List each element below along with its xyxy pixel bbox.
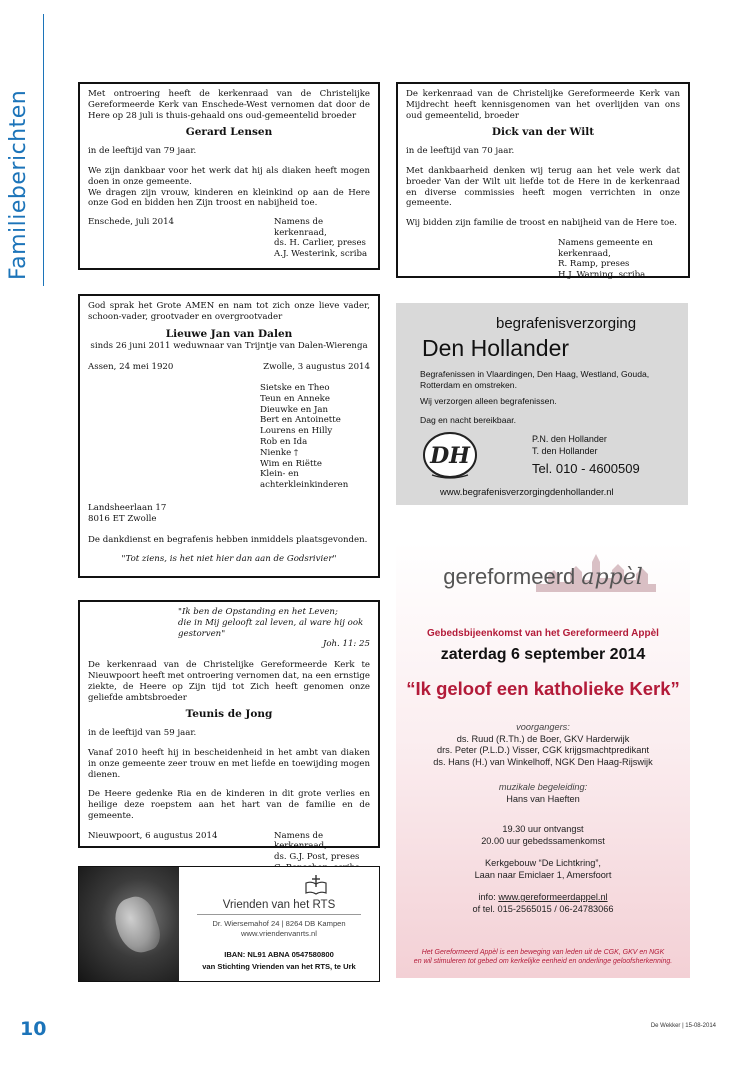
notice-intro: Met ontroering heeft de kerkenraad van de Christelijke Gereformeerde Kerk van Enschede-West vernomen dat door de Here op 28 juli is thuis-gehaald ons oud-gemeentelid broeder <box>88 89 370 121</box>
place-date: Nieuwpoort, 6 augustus 2014 <box>88 830 218 841</box>
death-place-date: Zwolle, 3 augustus 2014 <box>263 362 370 373</box>
family-member: Nienke † <box>260 447 299 458</box>
rts-foundation: van Stichting Vrienden van het RTS, te Urk <box>202 962 356 972</box>
place-date: Enschede, juli 2014 <box>88 217 175 228</box>
den-hollander-logo-icon <box>422 431 478 481</box>
life-dates <box>88 362 370 373</box>
address-line: 8016 ET Zwolle <box>88 513 157 524</box>
notice-age: in de leeftijd van 70 jaar. <box>406 146 515 157</box>
time-line: 20.00 uur gebedssamenkomst <box>481 835 605 846</box>
time-line: 19.30 uur ontvangst <box>502 824 584 834</box>
ad-service-note: Wij verzorgen alleen begrafenissen. <box>420 396 557 406</box>
quote-reference: Joh. 11: 25 <box>322 639 370 650</box>
contact-person: T. den Hollander <box>532 446 598 456</box>
notice-body-2: We dragen zijn vrouw, kinderen en kleinkind op aan de Here onze God en bidden hen Zijn troost en nabijheid toe. <box>88 187 370 209</box>
speaker: drs. Peter (P.L.D.) Visser, CGK krijgsmachtpredikant <box>436 745 650 756</box>
speakers-label: voorgangers: <box>516 722 570 732</box>
speakers-block <box>396 722 690 768</box>
service-note: De dankdienst en begrafenis hebben inmiddels plaatsgevonden. <box>88 534 368 545</box>
ad-tagline: begrafenisverzorging <box>496 315 637 332</box>
family-member: Dieuwke en Jan <box>260 404 329 415</box>
family-member: Bert en Antoinette <box>260 415 341 426</box>
footer-line: Het Gereformeerd Appèl is een beweging van leden uit de CGK, GKV en NGK <box>421 949 665 956</box>
rts-book-logo-icon <box>305 875 327 895</box>
event-date: zaterdag 6 september 2014 <box>440 646 646 663</box>
music-block <box>396 782 690 805</box>
quote-line: "Ik ben de Opstanding en het Leven; <box>178 607 338 617</box>
family-member: Teun en Anneke <box>260 393 330 404</box>
signature-line: R. Ramp, preses <box>558 259 630 270</box>
rts-iban: IBAN: NL91 ABNA 0547580800 <box>224 950 334 959</box>
notice-wilt <box>396 82 690 278</box>
signature <box>274 217 370 259</box>
event-theme: “Ik geloof een katholieke Kerk” <box>406 678 680 699</box>
notice-body-1: We zijn dankbaar voor het werk dat hij als diaken heeft mogen doen in onze gemeente. <box>88 165 370 187</box>
family-member: Lourens en Hilly <box>260 426 333 437</box>
signature <box>558 238 680 280</box>
rts-bank <box>179 949 379 974</box>
venue-line: Laan naar Emiclaer 1, Amersfoort <box>474 869 612 880</box>
deceased-name: Gerard Lensen <box>185 126 273 139</box>
birth-place-date: Assen, 24 mei 1920 <box>88 362 174 373</box>
rts-address: Dr. Wiersemahof 24 | 8264 DB Kampen <box>212 919 346 928</box>
logo-word-right: appèl <box>581 565 643 590</box>
address-line: Landsheerlaan 17 <box>88 502 167 513</box>
info-line <box>396 892 690 904</box>
ad-company-name: Den Hollander <box>422 335 570 361</box>
speaker: ds. Ruud (R.Th.) de Boer, GKV Harderwijk <box>456 733 630 744</box>
logo-word-left: gereformeerd <box>443 564 576 589</box>
ad-availability: Dag en nacht bereikbaar. <box>420 415 517 425</box>
info-phone: of tel. 015-2565015 / 06-24783066 <box>472 903 614 914</box>
notice-lensen <box>78 82 380 270</box>
family-member: Sietske en Theo <box>260 382 330 393</box>
notice-body-2: Wij bidden zijn familie de troost en nabijheid van de Here toe. <box>406 218 678 229</box>
notice-jong <box>78 600 380 862</box>
notice-body-1: Met dankbaarheid denken wij terug aan het vele werk dat broeder Van der Wilt uit liefde tot de Here in de kerkenraad en diverse commissies heeft mogen verrichten in onze gemeente. <box>406 165 680 209</box>
bible-quote <box>178 607 370 650</box>
signature-line: ds. H. Carlier, preses <box>274 238 366 249</box>
family-member: Wim en Riëtte <box>260 458 322 469</box>
section-title: Familieberichten <box>6 89 31 280</box>
quote-line: die in Mij gelooft zal leven, al ware hij ook gestorven" <box>178 617 364 639</box>
ad-contact-persons <box>532 433 607 457</box>
rts-website-link[interactable]: www.vriendenvanrts.nl <box>241 928 317 938</box>
ad-den-hollander <box>396 303 688 505</box>
footer-line: en wil stimuleren tot gebed om kerkelijke eenheid en onderlinge geloofsherkenning. <box>413 958 673 965</box>
notice-body-2: De Heere gedenke Ria en de kinderen in dit grote verlies en heilige deze roepstem aan het hart van de familie en de gemeente. <box>88 789 370 821</box>
logo-monogram: DH <box>430 443 470 469</box>
family-member: Rob en Ida <box>260 436 308 447</box>
notice-body-1: Vanaf 2010 heeft hij in bescheidenheid in het ambt van diaken in onze gemeente zeer trouw en met liefde en toewijding mogen dienen. <box>88 747 370 780</box>
ad-phone[interactable]: Tel. 010 - 4600509 <box>532 461 640 476</box>
notice-age: in de leeftijd van 59 jaar. <box>88 728 197 739</box>
info-block <box>396 892 690 915</box>
page-number: 10 <box>20 1018 47 1040</box>
info-label: info: <box>478 892 499 902</box>
family-member: Klein- en achterkleinkinderen <box>260 469 349 491</box>
signature-line: A.J. Westerink, scriba <box>274 248 368 259</box>
rts-title: Vrienden van het RTS <box>222 899 336 911</box>
family-list <box>260 383 370 491</box>
signature-line: H.J. Warning, scriba <box>558 269 646 280</box>
signature-row <box>88 217 370 259</box>
ad-website-link[interactable]: www.begrafenisverzorgingdenhollander.nl <box>440 486 614 497</box>
venue-line: Kerkgebouw “De Lichtkring”, <box>485 858 601 868</box>
notice-age: in de leeftijd van 79 jaar. <box>88 146 197 157</box>
ad-service-area: Begrafenissen in Vlaardingen, Den Haag, Westland, Gouda, Rotterdam en omstreken. <box>420 369 650 390</box>
event-headline: Gebedsbijeenkomst van het Gereformeerd Appèl <box>427 628 659 639</box>
deceased-name: Lieuwe Jan van Dalen <box>165 327 293 340</box>
venue-block <box>396 858 690 881</box>
rts-divider <box>197 914 361 915</box>
closing-quote: "Tot ziens, is het niet hier dan aan de Godsrivier" <box>121 554 337 565</box>
times-block <box>396 824 690 847</box>
hand-shape <box>109 892 164 958</box>
signature-line: Namens gemeente en kerkenraad, <box>558 237 653 259</box>
appel-logo <box>396 564 690 590</box>
notice-body <box>88 166 370 209</box>
section-divider <box>43 14 44 286</box>
appel-website-link[interactable]: www.gereformeerdappel.nl <box>498 892 608 902</box>
appel-footer <box>396 948 690 966</box>
music-label: muzikale begeleiding: <box>498 782 588 792</box>
notice-intro: De kerkenraad van de Christelijke Gereformeerde Kerk van Mijdrecht heeft kennisgenomen van het overlijden van ons oud gemeentelid, broeder <box>406 89 680 121</box>
issue-footer: De Wekker | 15-08-2014 <box>650 1023 716 1029</box>
deceased-name: Teunis de Jong <box>185 708 273 721</box>
praying-hands-photo <box>79 867 179 981</box>
contact-person: P.N. den Hollander <box>532 434 607 444</box>
notice-intro: God sprak het Grote AMEN en nam tot zich onze lieve vader, schoon-vader, grootvader en overgrootvader <box>88 301 370 322</box>
notice-dalen <box>78 294 380 578</box>
address <box>88 503 370 525</box>
signature-line: ds. G.J. Post, preses <box>274 851 360 862</box>
deceased-name: Dick van der Wilt <box>491 126 595 139</box>
ad-rts <box>78 866 380 982</box>
ad-gereformeerd-appel <box>396 542 690 978</box>
signature-line: Namens de kerkenraad, <box>274 217 327 238</box>
notice-subline: sinds 26 juni 2011 weduwnaar van Trijntje van Dalen-Wierenga <box>90 341 368 352</box>
notice-intro: De kerkenraad van de Christelijke Gereformeerde Kerk te Nieuwpoort heeft met ontroering vernomen dat, na een ernstige ziekte, de Heere op Zijn tijd tot Zich heeft genomen onze geliefde ambtsbroeder <box>88 660 370 703</box>
rts-contact <box>179 919 379 938</box>
speaker: ds. Hans (H.) van Winkelhoff, NGK Den Haag-Rijswijk <box>433 756 653 767</box>
musician: Hans van Haeften <box>506 793 580 804</box>
signature-line: Namens de kerkenraad, <box>274 830 327 852</box>
